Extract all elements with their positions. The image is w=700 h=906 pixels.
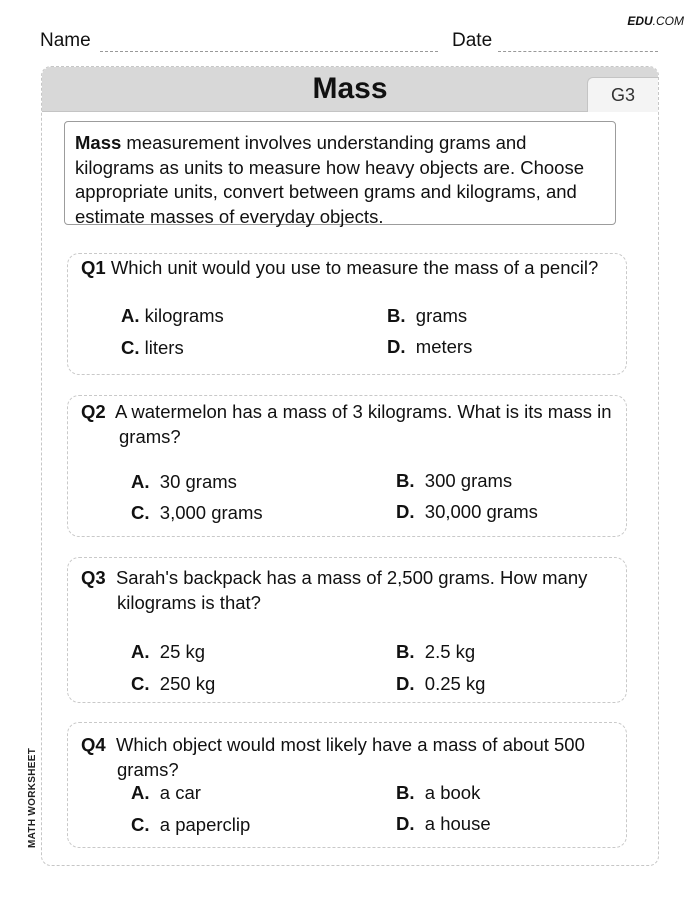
question-body: Which object would most likely have a mass of about 500 grams? <box>115 734 585 780</box>
option-text: a car <box>159 782 201 803</box>
option-letter: B. <box>396 470 415 491</box>
worksheet-frame <box>41 66 659 866</box>
option-text: 2.5 kg <box>424 641 476 662</box>
option-text: grams <box>415 305 468 326</box>
brand-logo-suffix: .COM <box>652 14 684 28</box>
option-letter: D. <box>387 336 406 357</box>
question-number: Q1 <box>81 257 106 278</box>
option-c[interactable] <box>131 673 215 695</box>
option-text: liters <box>144 337 184 358</box>
option-text: a house <box>424 813 491 834</box>
option-a[interactable] <box>131 782 201 804</box>
option-letter: B. <box>396 641 415 662</box>
question-text <box>81 565 618 615</box>
name-line <box>100 51 438 52</box>
grade-tag: G3 <box>587 77 658 112</box>
option-a[interactable] <box>131 641 205 663</box>
option-c[interactable] <box>131 814 250 836</box>
brand-logo-bold: EDU <box>627 14 653 28</box>
question-text <box>81 255 618 280</box>
option-text: 250 kg <box>159 673 216 694</box>
question-body: A watermelon has a mass of 3 kilograms. What is its mass in grams? <box>114 401 612 447</box>
option-a[interactable] <box>121 305 224 327</box>
question-body: Which unit would you use to measure the mass of a pencil? <box>110 257 599 278</box>
option-d[interactable] <box>387 336 472 358</box>
option-text: 25 kg <box>159 641 206 662</box>
brand-logo <box>627 14 684 28</box>
question-card-q1 <box>67 253 627 375</box>
option-letter: B. <box>396 782 415 803</box>
intro-box <box>64 121 616 225</box>
worksheet-title: Mass <box>312 72 388 105</box>
question-number: Q2 <box>81 401 106 422</box>
option-letter: D. <box>396 673 415 694</box>
option-b[interactable] <box>387 305 467 327</box>
option-letter: C. <box>131 673 150 694</box>
option-text: a paperclip <box>159 814 251 835</box>
option-a[interactable] <box>131 471 237 493</box>
question-card-q4 <box>67 722 627 848</box>
option-text: meters <box>415 336 473 357</box>
option-d[interactable] <box>396 501 538 523</box>
option-letter: D. <box>396 813 415 834</box>
option-c[interactable] <box>131 502 263 524</box>
option-letter: C. <box>121 337 140 358</box>
question-number: Q4 <box>81 734 106 755</box>
question-text <box>81 399 618 449</box>
option-letter: C. <box>131 502 150 523</box>
option-c[interactable] <box>121 337 184 359</box>
option-letter: D. <box>396 501 415 522</box>
option-b[interactable] <box>396 470 512 492</box>
option-d[interactable] <box>396 813 491 835</box>
option-b[interactable] <box>396 782 480 804</box>
option-text: 30 grams <box>159 471 237 492</box>
question-body: Sarah's backpack has a mass of 2,500 grams. How many kilograms is that? <box>115 567 588 613</box>
option-letter: A. <box>131 641 150 662</box>
option-text: 3,000 grams <box>159 502 263 523</box>
option-letter: A. <box>131 782 150 803</box>
intro-bold: Mass <box>75 132 122 153</box>
question-card-q2 <box>67 395 627 537</box>
question-number: Q3 <box>81 567 106 588</box>
option-letter: A. <box>121 305 140 326</box>
side-label: MATH WORKSHEET <box>27 747 38 848</box>
option-text: kilograms <box>144 305 224 326</box>
date-label: Date <box>452 30 493 51</box>
option-text: 0.25 kg <box>424 673 486 694</box>
option-text: 30,000 grams <box>424 501 538 522</box>
option-letter: A. <box>131 471 150 492</box>
question-card-q3 <box>67 557 627 703</box>
option-d[interactable] <box>396 673 485 695</box>
intro-text: measurement involves understanding grams and kilograms as units to measure how heavy objects are. Choose appropriate units, convert between grams and kilograms, and estimate masses of everyday objects. <box>75 132 585 227</box>
option-letter: B. <box>387 305 406 326</box>
name-label: Name <box>40 30 91 51</box>
question-text <box>81 732 618 782</box>
option-b[interactable] <box>396 641 475 663</box>
option-letter: C. <box>131 814 150 835</box>
option-text: a book <box>424 782 481 803</box>
date-line <box>498 51 658 52</box>
option-text: 300 grams <box>424 470 513 491</box>
title-bar <box>42 67 658 112</box>
